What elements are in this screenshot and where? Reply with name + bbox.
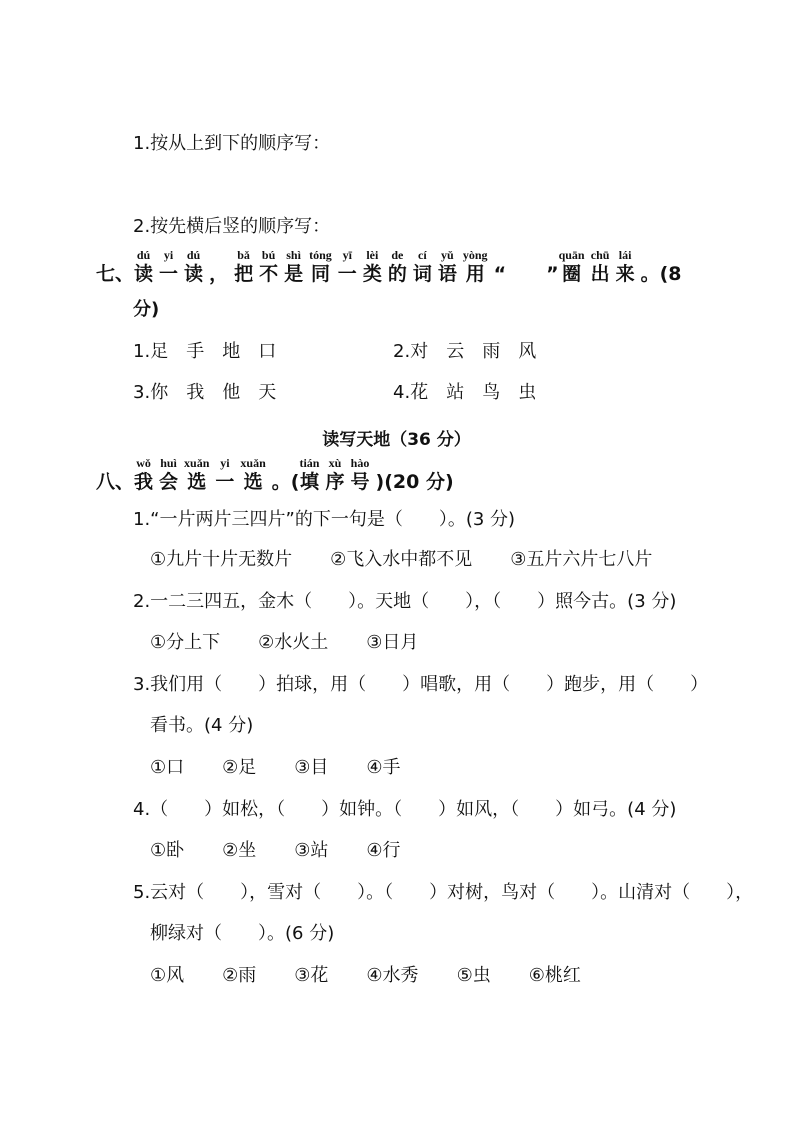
- pinyin: yī: [342, 248, 352, 262]
- heading-text: 。(8: [640, 263, 682, 285]
- option: ②雨: [222, 965, 257, 986]
- word: 云: [446, 341, 465, 362]
- s6-item-1: 1.按从上到下的顺序写：: [133, 133, 331, 154]
- hanzi: 把: [234, 263, 254, 285]
- word: 足: [150, 341, 169, 362]
- s8-q5-line2: 柳绿对（ ）。(6 分): [150, 923, 335, 944]
- s8-q3-line2: 看书。(4 分): [150, 715, 254, 736]
- section-7-heading: [96, 248, 682, 286]
- s7-q1: 1.足 手 地 口: [133, 341, 277, 362]
- word: 我: [186, 382, 205, 403]
- hanzi: 是: [284, 263, 304, 285]
- pinyin-char: [559, 248, 585, 286]
- word: 天: [258, 382, 277, 403]
- hanzi: 我: [134, 471, 154, 493]
- s8-q1-options: [150, 548, 690, 572]
- pinyin-char: [363, 248, 382, 286]
- pinyin: dú: [136, 248, 151, 262]
- hanzi: 出: [590, 263, 610, 285]
- heading-text: 。(: [271, 471, 300, 493]
- s6-item-2: 2.按先横后竖的顺序写：: [133, 216, 331, 237]
- pinyin: yǔ: [441, 248, 454, 262]
- word: 雨: [482, 341, 501, 362]
- pinyin: chū: [590, 248, 610, 262]
- s8-q2-options: [150, 631, 456, 655]
- hanzi: 不: [259, 263, 279, 285]
- pinyin-char: [184, 456, 209, 494]
- hanzi: 一: [337, 263, 357, 285]
- pinyin: xuǎn: [240, 456, 266, 470]
- pinyin: yòng: [462, 248, 488, 262]
- s8-q4: 4.（ ）如松，（ ）如钟。（ ）如风，（ ）如弓。(4 分): [133, 799, 677, 820]
- pinyin-char: [351, 456, 370, 494]
- section-7-number: 七、: [96, 263, 135, 285]
- pinyin-char: [184, 248, 203, 286]
- option: ②坐: [222, 840, 257, 861]
- s7-q3: 3.你 我 他 天: [133, 382, 277, 403]
- pinyin: lèi: [366, 248, 379, 262]
- s7-q2: 2.对 云 雨 风: [393, 341, 537, 362]
- option: ④行: [366, 840, 401, 861]
- pinyin-char: [234, 248, 253, 286]
- option: ⑥桃红: [528, 965, 581, 986]
- word: 他: [222, 382, 241, 403]
- option: ①分上下: [150, 632, 221, 653]
- hanzi: 类: [362, 263, 382, 285]
- pinyin-char: [284, 248, 303, 286]
- s8-q2: 2.一二三四五，金木（ ）。天地（ ），（ ）照今古。(3 分): [133, 591, 677, 612]
- option: ②飞入水中都不见: [330, 549, 473, 570]
- pinyin: quān: [558, 248, 585, 262]
- pinyin: de: [391, 248, 404, 262]
- hanzi: 选: [187, 471, 207, 493]
- pinyin: wǒ: [136, 456, 151, 470]
- option: ③花: [294, 965, 329, 986]
- hanzi: 圈: [562, 263, 582, 285]
- option: ③五片六片七八片: [510, 549, 653, 570]
- s8-q3-line1: 3.我们用（ ）拍球，用（ ）唱歌，用（ ）跑步，用（ ）: [133, 674, 709, 695]
- section-8-number: 八、: [96, 471, 135, 493]
- pinyin-char: [438, 248, 457, 286]
- word: 地: [222, 341, 241, 362]
- s7-q4: 4.花 站 鸟 虫: [393, 382, 537, 403]
- word: 你: [150, 382, 169, 403]
- option: ①口: [150, 757, 185, 778]
- pinyin-char: [159, 456, 178, 494]
- pinyin: lái: [618, 248, 632, 262]
- option: ④手: [366, 757, 401, 778]
- pinyin-char: [616, 248, 635, 286]
- word: 口: [258, 341, 277, 362]
- option: ②足: [222, 757, 257, 778]
- hanzi: 词: [412, 263, 432, 285]
- pinyin-char: [338, 248, 357, 286]
- option: ③目: [294, 757, 329, 778]
- pinyin: yi: [163, 248, 174, 262]
- hanzi: 语: [437, 263, 457, 285]
- pinyin: yi: [220, 456, 230, 470]
- option: ④水秀: [366, 965, 419, 986]
- option: ③站: [294, 840, 329, 861]
- option: ①风: [150, 965, 185, 986]
- pinyin: huì: [160, 456, 177, 470]
- hanzi: 序: [325, 471, 345, 493]
- s8-q1: 1.“一片两片三四片”的下一句是（ ）。(3 分): [133, 509, 516, 530]
- pinyin: tóng: [309, 248, 332, 262]
- pinyin: bǎ: [237, 248, 250, 262]
- hanzi: 读: [184, 263, 204, 285]
- pinyin-char: [209, 248, 228, 286]
- pinyin-char: [299, 456, 319, 494]
- option: ①卧: [150, 840, 185, 861]
- option: ①九片十片无数片: [150, 549, 293, 570]
- word: 站: [446, 382, 465, 403]
- pinyin-char: [413, 248, 432, 286]
- word: 花: [410, 382, 429, 403]
- section-7-score-cont: 分): [133, 299, 160, 320]
- pinyin: tián: [299, 456, 320, 470]
- hanzi: 一: [159, 263, 179, 285]
- word: 鸟: [482, 382, 501, 403]
- hanzi: 号: [350, 471, 370, 493]
- word: 虫: [518, 382, 537, 403]
- hanzi: 同: [310, 263, 330, 285]
- hanzi: 读: [134, 263, 154, 285]
- heading-text: )(20 分): [375, 471, 454, 493]
- part-title: 读写天地（36 分）: [322, 430, 471, 450]
- hanzi: 选: [243, 471, 263, 493]
- word: 手: [186, 341, 205, 362]
- s8-q4-options: [150, 839, 439, 863]
- pinyin-char: [325, 456, 344, 494]
- hanzi: 一: [215, 471, 235, 493]
- pinyin-char: [463, 248, 488, 286]
- word: 风: [518, 341, 537, 362]
- hanzi: 来: [615, 263, 635, 285]
- pinyin-char: [388, 248, 407, 286]
- pinyin-char: [309, 248, 332, 286]
- pinyin-char: [134, 456, 153, 494]
- pinyin: hào: [350, 456, 370, 470]
- option: ③日月: [366, 632, 419, 653]
- pinyin: xù: [328, 456, 342, 470]
- s8-q5-line1: 5.云对（ ），雪对（ ）。（ ）对树，鸟对（ ）。山清对（ ），: [133, 882, 754, 903]
- pinyin-char: [134, 248, 153, 286]
- heading-text: “: [493, 263, 507, 285]
- option: ②水火土: [258, 632, 329, 653]
- hanzi: 填: [299, 471, 319, 493]
- s8-q3-options: [150, 756, 439, 780]
- pinyin: cí: [418, 248, 427, 262]
- pinyin-char: [591, 248, 610, 286]
- s8-q5-options: [150, 964, 619, 988]
- pinyin-char: [159, 248, 178, 286]
- hanzi: ，: [209, 263, 229, 285]
- pinyin: bú: [261, 248, 276, 262]
- hanzi: 用: [465, 263, 485, 285]
- pinyin-char: [240, 456, 265, 494]
- heading-text: ”: [546, 263, 559, 285]
- pinyin-char: [259, 248, 278, 286]
- section-8-heading: [96, 456, 454, 494]
- pinyin: shì: [286, 248, 301, 262]
- pinyin: dú: [186, 248, 201, 262]
- pinyin-char: [215, 456, 234, 494]
- pinyin: xuǎn: [184, 456, 210, 470]
- hanzi: 的: [387, 263, 407, 285]
- word: 对: [410, 341, 429, 362]
- option: ⑤虫: [456, 965, 491, 986]
- hanzi: 会: [159, 471, 179, 493]
